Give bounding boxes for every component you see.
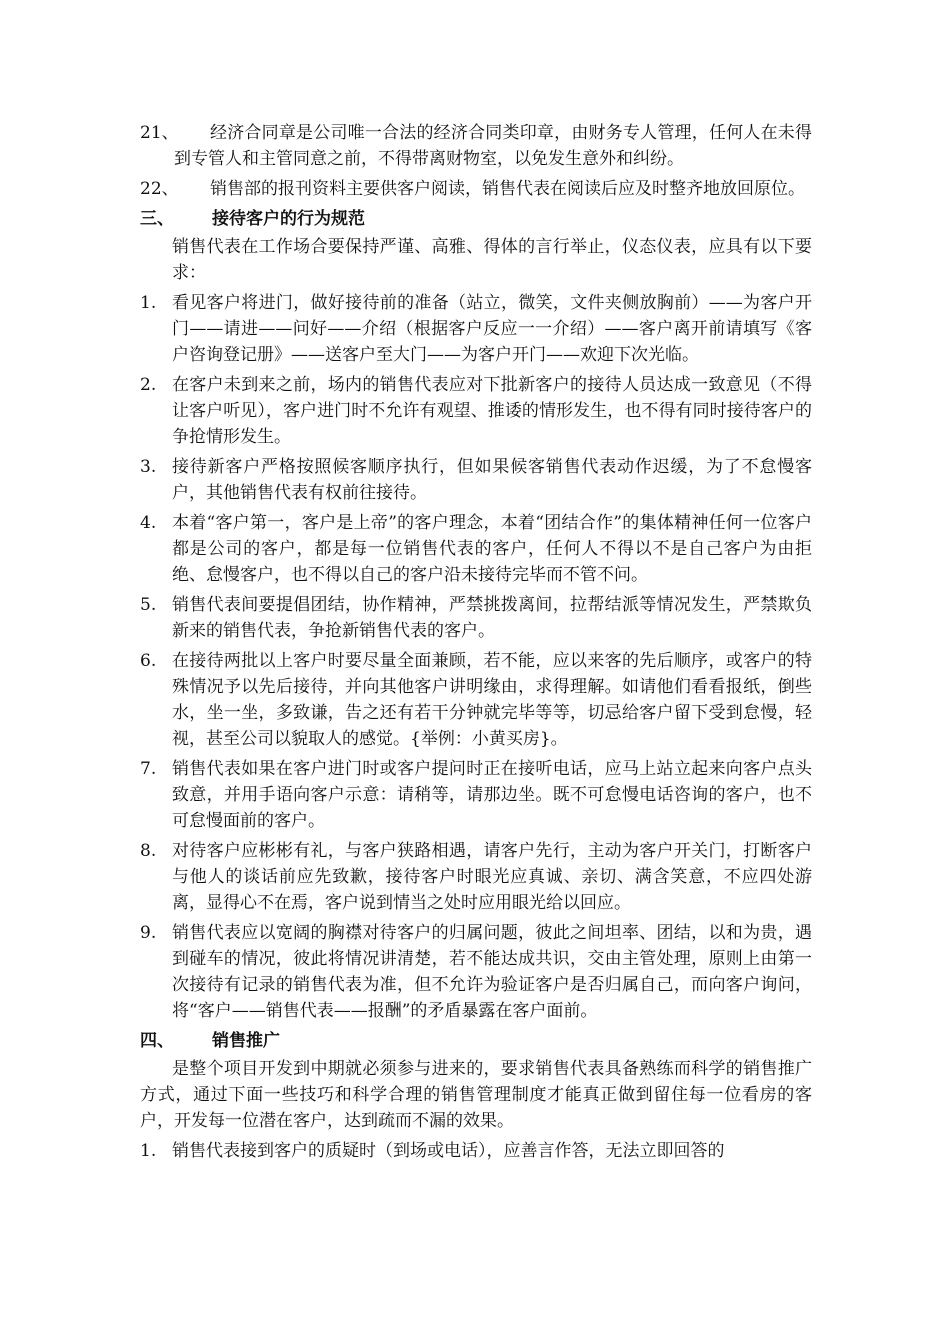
item-number: 22、 — [140, 179, 179, 199]
section-number: 三、 — [140, 209, 174, 229]
list-item — [140, 838, 812, 916]
item-number: 5. — [140, 595, 157, 615]
item-text: 销售代表接到客户的质疑时（到场或电话），应善言作答，无法立即回答的 — [172, 1141, 725, 1161]
list-item — [140, 176, 812, 202]
list-item — [140, 920, 812, 1024]
item-number: 21、 — [140, 123, 179, 143]
list-item — [140, 372, 812, 450]
list-item — [140, 120, 812, 172]
item-number: 6. — [140, 651, 157, 671]
item-text: 接待新客户严格按照候客顺序执行，但如果候客销售代表动作迟缓，为了不怠慢客户，其他销售代表有权前往接待。 — [172, 457, 812, 503]
document-body — [140, 120, 812, 1168]
item-number: 2. — [140, 375, 157, 395]
section-title: 销售推广 — [212, 1031, 280, 1051]
section-intro: 是整个项目开发到中期就必须参与进来的，要求销售代表具备熟练而科学的销售推广方式，通过下面一些技巧和科学合理的销售管理制度才能真正做到留住每一位看房的客户，开发每一位潜在客户，达到疏而不漏的效果。 — [140, 1059, 812, 1131]
item-text: 在接待两批以上客户时要尽量全面兼顾，若不能，应以来客的先后顺序，或客户的特殊情况予以先后接待，并向其他客户讲明缘由，求得理解。如请他们看看报纸，倒些水，坐一坐，多致谦，告之还有若干分钟就完毕等等，切忌给客户留下受到怠慢，轻视，甚至公司以貌取人的感觉。{举例：小黄买房}。 — [172, 651, 812, 749]
section-number: 四、 — [140, 1031, 174, 1051]
section-heading-3 — [140, 206, 812, 232]
item-number: 9. — [140, 923, 157, 943]
list-item — [140, 756, 812, 834]
item-number: 4. — [140, 513, 157, 533]
section-heading-4 — [140, 1028, 812, 1054]
item-text: 在客户未到来之前，场内的销售代表应对下批新客户的接待人员达成一致意见（不得让客户听见），客户进门时不允许有观望、推诿的情形发生，也不得有同时接待客户的争抢情形发生。 — [172, 375, 812, 447]
list-item — [140, 1138, 812, 1164]
item-text: 经济合同章是公司唯一合法的经济合同类印章，由财务专人管理，任何人在未得到专管人和主管同意之前，不得带离财物室，以免发生意外和纠纷。 — [174, 123, 812, 169]
item-text: 销售代表间要提倡团结，协作精神，严禁挑拨离间，拉帮结派等情况发生，严禁欺负新来的销售代表，争抢新销售代表的客户。 — [172, 595, 812, 641]
list-item — [140, 290, 812, 368]
list-item — [140, 592, 812, 644]
item-text: 销售代表应以宽阔的胸襟对待客户的归属问题，彼此之间坦率、团结，以和为贵，遇到碰车的情况，彼此将情况讲清楚，若不能达成共识，交由主管处理，原则上由第一次接待有记录的销售代表为准，但不允许为验证客户是否归属自己，而向客户询问，将“客户——销售代表——报酬”的矛盾暴露在客户面前。 — [172, 923, 812, 1021]
item-number: 3. — [140, 457, 157, 477]
item-number: 1. — [140, 1141, 157, 1161]
list-item — [140, 510, 812, 588]
item-text: 看见客户将进门，做好接待前的准备（站立，微笑，文件夹侧放胸前）——为客户开门——请进——问好——介绍（根据客户反应一一介绍）——客户离开前请填写《客户咨询登记册》——送客户至大门——为客户开门——欢迎下次光临。 — [172, 293, 812, 365]
list-item — [140, 648, 812, 752]
section-title: 接待客户的行为规范 — [212, 209, 365, 229]
section-intro: 销售代表在工作场合要保持严谨、高雅、得体的言行举止，仪态仪表，应具有以下要求： — [172, 237, 812, 283]
item-number: 8. — [140, 841, 157, 861]
item-number: 1. — [140, 293, 157, 313]
item-text: 销售代表如果在客户进门时或客户提问时正在接听电话，应马上站立起来向客户点头致意，并用手语向客户示意：请稍等，请那边坐。既不可怠慢电话咨询的客户，也不可怠慢面前的客户。 — [172, 759, 812, 831]
list-item — [140, 454, 812, 506]
item-text: 本着“客户第一，客户是上帝”的客户理念，本着“团结合作”的集体精神任何一位客户都是公司的客户，都是每一位销售代表的客户，任何人不得以不是自己客户为由拒绝、怠慢客户，也不得以自己的客户沿未接待完毕而不管不问。 — [172, 513, 812, 585]
item-text: 对待客户应彬彬有礼，与客户狭路相遇，请客户先行，主动为客户开关门，打断客户与他人的谈话前应先致歉，接待客户时眼光应真诚、亲切、满含笑意，不应四处游离，显得心不在焉，客户说到情当之处时应用眼光给以回应。 — [172, 841, 812, 913]
item-text: 销售部的报刊资料主要供客户阅读，销售代表在阅读后应及时整齐地放回原位。 — [210, 179, 805, 199]
item-number: 7. — [140, 759, 157, 779]
